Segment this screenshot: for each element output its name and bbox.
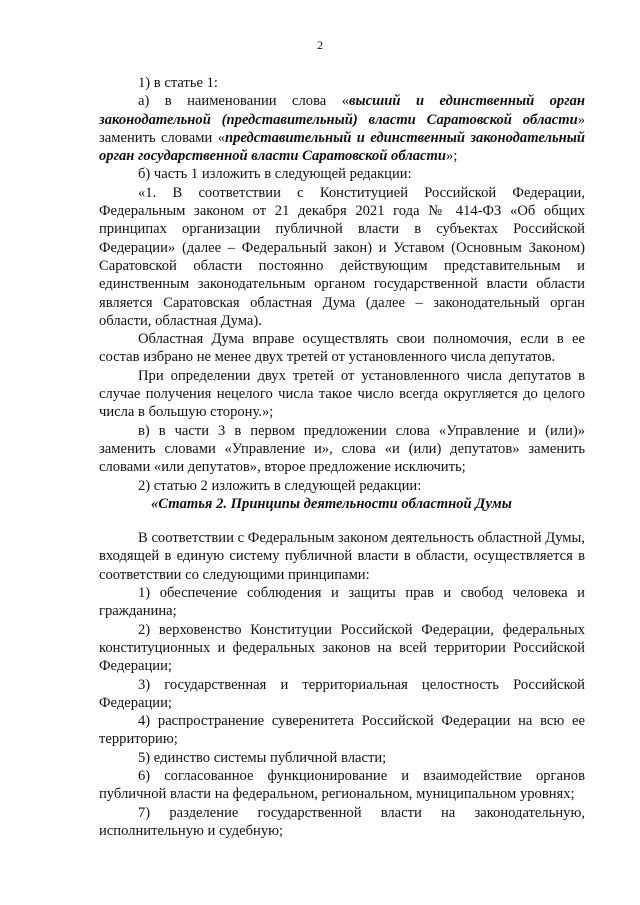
paragraph-a-old-name: высший и единственный орган законодательной (представительный) власти Саратовской области — [99, 93, 586, 128]
principle-item: 1) обеспечение соблюдения и защиты прав и свобод человека и гражданина; — [99, 585, 585, 620]
principle-item: 7) разделение государственной власти на законодательную, исполнительную и судебную; — [99, 804, 585, 839]
document-body — [99, 74, 585, 840]
paragraph-rounding: При определении двух третей от установленного числа депутатов в случае получения нецелого числа такое число всегда округляется до целого числа в большую сторону.»; — [99, 367, 585, 421]
paragraph-article-1: 1) в статье 1: — [138, 75, 218, 91]
paragraph-b: б) часть 1 изложить в следующей редакции: — [138, 166, 412, 183]
principle-item: 2) верховенство Конституции Российской Федерации, федеральных конституционных и федеральных законов на всей территории Российской Федерации; — [99, 621, 585, 675]
paragraph-part-1-text: «1. В соответствии с Конституцией Российской Федерации, Федеральным законом от 21 декабря 2021 года № 414-ФЗ «Об общих принципах организации публичной власти в субъектах Российской Федерации» (далее – Федеральный закон) и Уставом (Основным Законом) Саратовской области постоянно действующим представительным и единственным законодательным органом государственной власти области является Саратовская областная Дума (далее – законодательный орган области, областная Дума). — [99, 184, 585, 329]
paragraph-a — [99, 92, 585, 165]
paragraph-a-text-3: »; — [446, 148, 458, 165]
spacer — [99, 513, 585, 529]
page-number: 2 — [317, 38, 323, 52]
paragraph-principles-intro: В соответствии с Федеральным законом деятельность областной Думы, входящей в единую систему публичной власти в области, осуществляется в соответствии со следующими принципами: — [99, 530, 585, 583]
principle-item: 4) распространение суверенитета Российской Федерации на всю ее территорию; — [99, 713, 585, 748]
paragraph-quorum: Областная Дума вправе осуществлять свои полномочия, если в ее состав избрано не менее двух третей от установленного числа депутатов. — [99, 331, 585, 366]
paragraph-v: в) в части 3 в первом предложении слова «Управление и (или)» заменить словами «Управление и», слова «и (или) депутатов» заменить словами «или депутатов», второе предложение исключить; — [99, 422, 585, 476]
principle-item: 3) государственная и территориальная целостность Российской Федерации; — [99, 676, 585, 711]
principle-item: 6) согласованное функционирование и взаимодействие органов публичной власти на федеральном, региональном, муниципальном уровнях; — [99, 767, 585, 803]
paragraph-a-text-1: а) в наименовании слова « — [138, 93, 350, 110]
paragraph-article-2: 2) статью 2 изложить в следующей редакции: — [138, 477, 422, 494]
paragraph-a-new-name: представительный и единственный законодательный орган государственной власти Саратовской области — [99, 129, 585, 165]
principle-item: 5) единство системы публичной власти; — [138, 749, 387, 766]
article-2-heading: «Статья 2. Принципы деятельности областной Думы — [151, 495, 512, 512]
paragraph-a-text-2: » заменить словами « — [99, 111, 585, 146]
